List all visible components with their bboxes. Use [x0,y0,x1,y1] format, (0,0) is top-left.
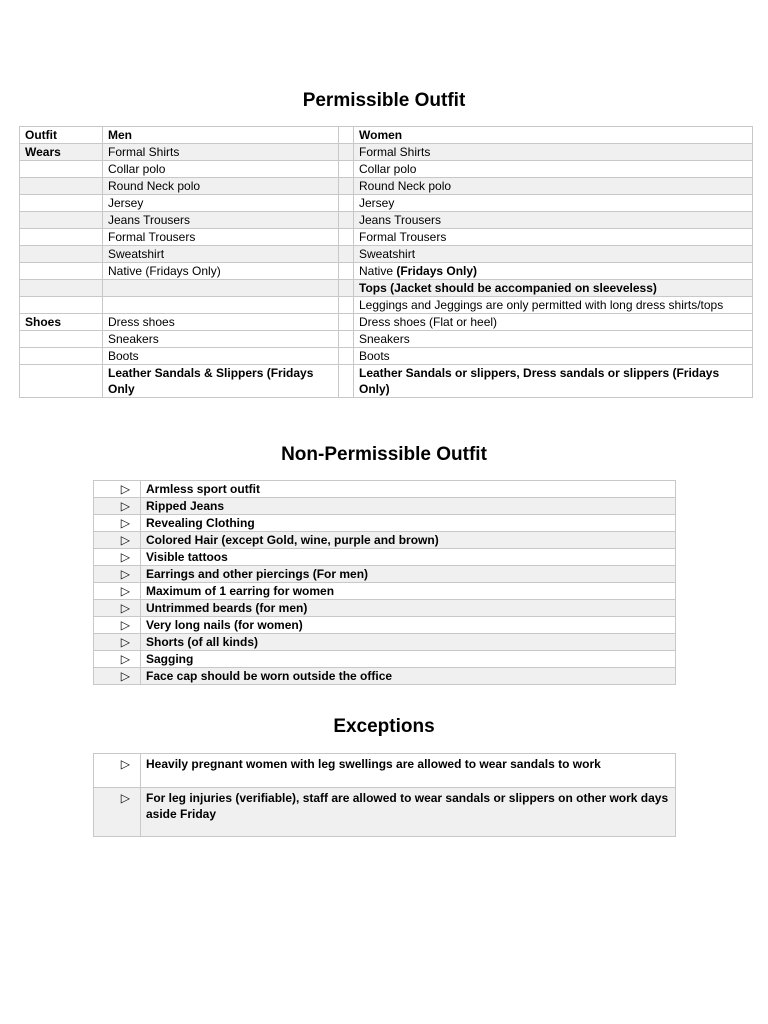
men-cell: Sweatshirt [103,246,339,263]
women-cell: Collar polo [354,161,753,178]
header-outfit: Outfit [20,127,103,144]
permissible-outfit-title: Permissible Outfit [302,90,466,111]
category-cell [20,246,103,263]
list-item [94,651,676,668]
category-cell [20,280,103,297]
women-cell: Dress shoes (Flat or heel) [354,314,753,331]
women-cell: Leggings and Jeggings are only permitted with long dress shirts/tops [354,297,753,314]
list-item [94,583,676,600]
bullet-icon: ▷ [94,651,141,668]
category-cell [20,161,103,178]
bullet-icon: ▷ [94,566,141,583]
men-cell [103,280,339,297]
table-row [20,297,753,314]
list-item-text: Face cap should be worn outside the office [141,668,676,685]
list-item-text: Earrings and other piercings (For men) [141,566,676,583]
category-cell [20,365,103,398]
list-item-text: Very long nails (for women) [141,617,676,634]
category-cell [20,229,103,246]
women-cell-bold-text: (Fridays Only) [396,264,478,278]
women-cell: Tops (Jacket should be accompanied on sleeveless) [354,280,753,297]
category-cell [20,212,103,229]
header-women: Women [354,127,753,144]
list-item-text: Colored Hair (except Gold, wine, purple and brown) [141,532,676,549]
list-item [94,498,676,515]
list-item [94,515,676,532]
table-row [20,178,753,195]
list-item-text: Untrimmed beards (for men) [141,600,676,617]
table-row [20,365,753,398]
list-item [94,617,676,634]
bullet-icon: ▷ [94,532,141,549]
list-item [94,754,676,788]
women-cell: Leather Sandals or slippers, Dress sandals or slippers (Fridays Only) [354,365,753,398]
women-cell-text: Native [359,264,397,278]
list-item-text: Visible tattoos [141,549,676,566]
list-item [94,532,676,549]
bullet-icon: ▷ [94,498,141,515]
header-men: Men [103,127,339,144]
women-cell: Formal Shirts [354,144,753,161]
category-cell [20,331,103,348]
non-permissible-outfit-title: Non-Permissible Outfit [281,444,487,465]
table-row [20,314,753,331]
table-row [20,263,753,280]
women-cell [354,263,753,280]
list-item [94,600,676,617]
table-header-row [20,127,753,144]
bullet-icon: ▷ [94,549,141,566]
list-item [94,668,676,685]
bullet-icon: ▷ [94,481,141,498]
list-item-text: Sagging [141,651,676,668]
men-cell: Formal Shirts [103,144,339,161]
list-item [94,549,676,566]
list-item-text: Shorts (of all kinds) [141,634,676,651]
table-row [20,195,753,212]
list-item [94,481,676,498]
bullet-icon: ▷ [94,617,141,634]
men-cell: Dress shoes [103,314,339,331]
bullet-icon: ▷ [94,600,141,617]
list-item-text: Maximum of 1 earring for women [141,583,676,600]
women-cell: Boots [354,348,753,365]
men-cell: Boots [103,348,339,365]
list-item [94,788,676,837]
bullet-icon: ▷ [94,668,141,685]
list-item-text: Ripped Jeans [141,498,676,515]
bullet-icon: ▷ [94,754,141,788]
list-item [94,634,676,651]
women-cell: Round Neck polo [354,178,753,195]
table-row [20,212,753,229]
exceptions-title: Exceptions [333,716,435,737]
table-row [20,280,753,297]
list-item-text: For leg injuries (verifiable), staff are allowed to wear sandals or slippers on other work days aside Friday [141,788,676,837]
men-cell: Native (Fridays Only) [103,263,339,280]
table-row [20,229,753,246]
men-cell: Jersey [103,195,339,212]
table-row [20,144,753,161]
category-cell [20,195,103,212]
men-cell: Formal Trousers [103,229,339,246]
category-cell: Shoes [20,314,103,331]
list-item-text: Revealing Clothing [141,515,676,532]
list-item-text: Heavily pregnant women with leg swellings are allowed to wear sandals to work [141,754,676,788]
category-cell [20,297,103,314]
men-cell: Round Neck polo [103,178,339,195]
permissible-outfit-table [19,126,753,398]
table-row [20,348,753,365]
bullet-icon: ▷ [94,634,141,651]
bullet-icon: ▷ [94,788,141,837]
women-cell: Jeans Trousers [354,212,753,229]
list-item-text: Armless sport outfit [141,481,676,498]
women-cell: Sweatshirt [354,246,753,263]
category-cell [20,348,103,365]
category-cell [20,178,103,195]
women-cell: Formal Trousers [354,229,753,246]
men-cell [103,297,339,314]
exceptions-list [93,753,676,837]
category-cell [20,263,103,280]
table-row [20,161,753,178]
non-permissible-list [93,480,676,685]
men-cell: Sneakers [103,331,339,348]
men-cell: Leather Sandals & Slippers (Fridays Only [103,365,339,398]
women-cell: Sneakers [354,331,753,348]
table-row [20,246,753,263]
women-cell: Jersey [354,195,753,212]
list-item [94,566,676,583]
bullet-icon: ▷ [94,515,141,532]
men-cell: Jeans Trousers [103,212,339,229]
men-cell: Collar polo [103,161,339,178]
category-cell: Wears [20,144,103,161]
table-row [20,331,753,348]
bullet-icon: ▷ [94,583,141,600]
